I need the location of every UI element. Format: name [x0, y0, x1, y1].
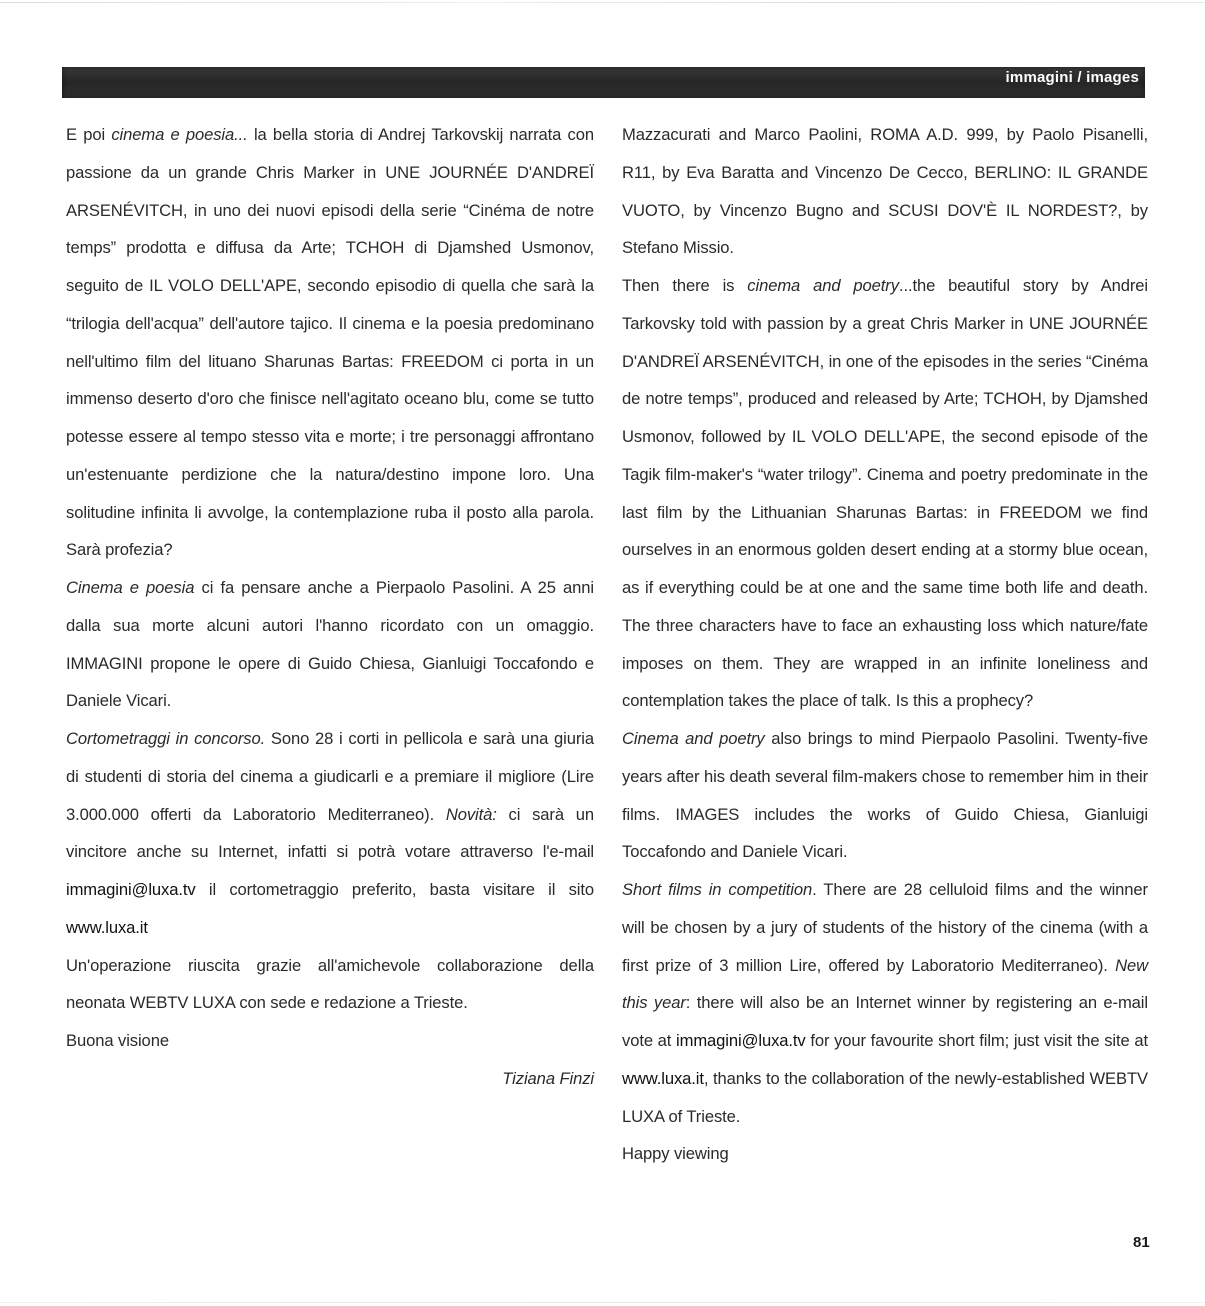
text-run: also brings to mind Pierpaolo Pasolini. Twenty-five years after his death several film-makers chose to remember him in their films. IMAGES includes the works of Guido Chiesa, Gianluigi Toccafondo and Daniele Vicari.: [622, 729, 1148, 862]
author-signature: Tiziana Finzi: [502, 1068, 594, 1088]
text-run: : there will also be an Internet winner by registering an e-mail vote at: [622, 993, 1148, 1050]
text-run: . There are 28 celluloid films and the winner will be chosen by a jury of students of the history of the cinema (with a first prize of 3 million Lire, offered by Laboratorio Mediterraneo).: [622, 880, 1148, 975]
italic-run: New this year: [622, 955, 1148, 1013]
top-rule: [0, 2, 1205, 3]
website-address: www.luxa.it: [66, 917, 148, 937]
italian-closing: Buona visione: [66, 1031, 169, 1050]
italic-run: Cinema and poetry: [622, 729, 765, 748]
text-run: Then there is: [622, 276, 748, 295]
italic-run: Novità:: [445, 804, 497, 824]
text-run: il cortometraggio preferito, basta visitare il sito: [195, 880, 594, 899]
italic-run: cinema e poesia...: [111, 125, 248, 144]
italian-paragraph-2: [66, 569, 594, 720]
italian-paragraph-1: [66, 116, 594, 569]
section-label: immagini / images: [1005, 69, 1139, 86]
text-run: ...the beautiful story by Andrei Tarkovsky told with passion by a great Chris Marker in UNE JOURNÉE D'ANDREÏ ARSENÉVITCH, in one of the episodes in the series “Cinéma de notre temps”, produced and released by Arte; TCHOH, by Djamshed Usmonov, followed by IL VOLO DELL'APE, the second episode of the Tagik film-maker's “water trilogy”. Cinema and poetry predominate in the last film by the Lithuanian Sharunas Bartas: in FREEDOM we find ourselves in an enormous golden desert ending at a stormy blue ocean, as if everything could be at one and the same time both life and death. The three characters have to face an exhausting loss which nature/fate imposes on them. They are wrapped in an infinite loneliness and contemplation takes the place of talk. Is this a prophecy?: [622, 276, 1148, 711]
english-paragraph-3: [622, 720, 1148, 871]
italic-run: cinema and poetry: [747, 276, 899, 295]
bottom-rule: [0, 1302, 1205, 1303]
italic-run: Cortometraggi in concorso.: [66, 729, 266, 748]
page-number: 81: [1133, 1234, 1150, 1251]
text-run: , thanks to the collaboration of the newly-established WEBTV LUXA of Trieste.: [622, 1068, 1148, 1126]
text-run: Sono 28 i corti in pellicola e sarà una giuria di studenti di storia del cinema a giudicarli e a premiare il migliore (Lire 3.000.000 offerti da Laboratorio Mediterraneo).: [66, 729, 594, 824]
text-run: la bella storia di Andrej Tarkovskij narrata con passione da un grande Chris Marker in UNE JOURNÉE D'ANDREÏ ARSENÉVITCH, in uno dei nuovi episodi della serie “Cinéma de notre temps” prodotta e diffusa da Arte; TCHOH di Djamshed Usmonov, seguito de IL VOLO DELL'APE, secondo episodio di quella che sarà la “trilogia dell'acqua” dell'autore tajico. Il cinema e la poesia predominano nell'ultimo film del lituano Sharunas Bartas: FREEDOM ci porta in un immenso deserto d'oro che finisce nell'agitato oceano blu, come se tutto potesse essere al tempo stesso vita e morte; i tre personaggi affrontano un'estenuante perdizione che la natura/destino impone loro. Una solitudine infinita li avvolge, la contemplazione ruba il posto alla parola. Sarà profezia?: [66, 125, 594, 560]
text-run: ci fa pensare anche a Pierpaolo Pasolini. A 25 anni dalla sua morte alcuni autori l'hanno ricordato con un omaggio. IMMAGINI propone le opere di Guido Chiesa, Gianluigi Toccafondo e Daniele Vicari.: [66, 578, 595, 711]
website-address: www.luxa.it: [622, 1068, 704, 1088]
english-closing: Happy viewing: [622, 1144, 729, 1164]
email-address: immagini@luxa.tv: [676, 1031, 806, 1050]
italian-paragraph-4: Un'operazione riuscita grazie all'amichevole collaborazione della neonata WEBTV LUXA con sede e redazione a Trieste.: [66, 955, 594, 1013]
text-run: ci sarà un vincitore anche su Internet, infatti si potrà votare attraverso l'e-mail: [66, 804, 594, 862]
section-header-bar: [62, 67, 1145, 98]
english-paragraph-2: [622, 267, 1148, 720]
text-run: E poi: [66, 125, 112, 144]
text-run: for your favourite short film; just visit the site at: [805, 1031, 1148, 1050]
english-paragraph-1: Mazzacurati and Marco Paolini, ROMA A.D. 999, by Paolo Pisanelli, R11, by Eva Baratta and Vincenzo De Cecco, BERLINO: IL GRANDE VUOTO, by Vincenzo Bugno and SCUSI DOV'È IL NORDEST?, by Stefano Missio.: [622, 125, 1148, 258]
italian-paragraph-3: [66, 720, 594, 947]
italic-run: Short films in competition: [622, 880, 813, 899]
english-paragraph-4: [622, 871, 1148, 1135]
italian-column: [66, 116, 594, 1098]
english-column: [622, 116, 1148, 1173]
italic-run: Cinema e poesia: [66, 578, 195, 597]
email-address: immagini@luxa.tv: [66, 880, 196, 899]
